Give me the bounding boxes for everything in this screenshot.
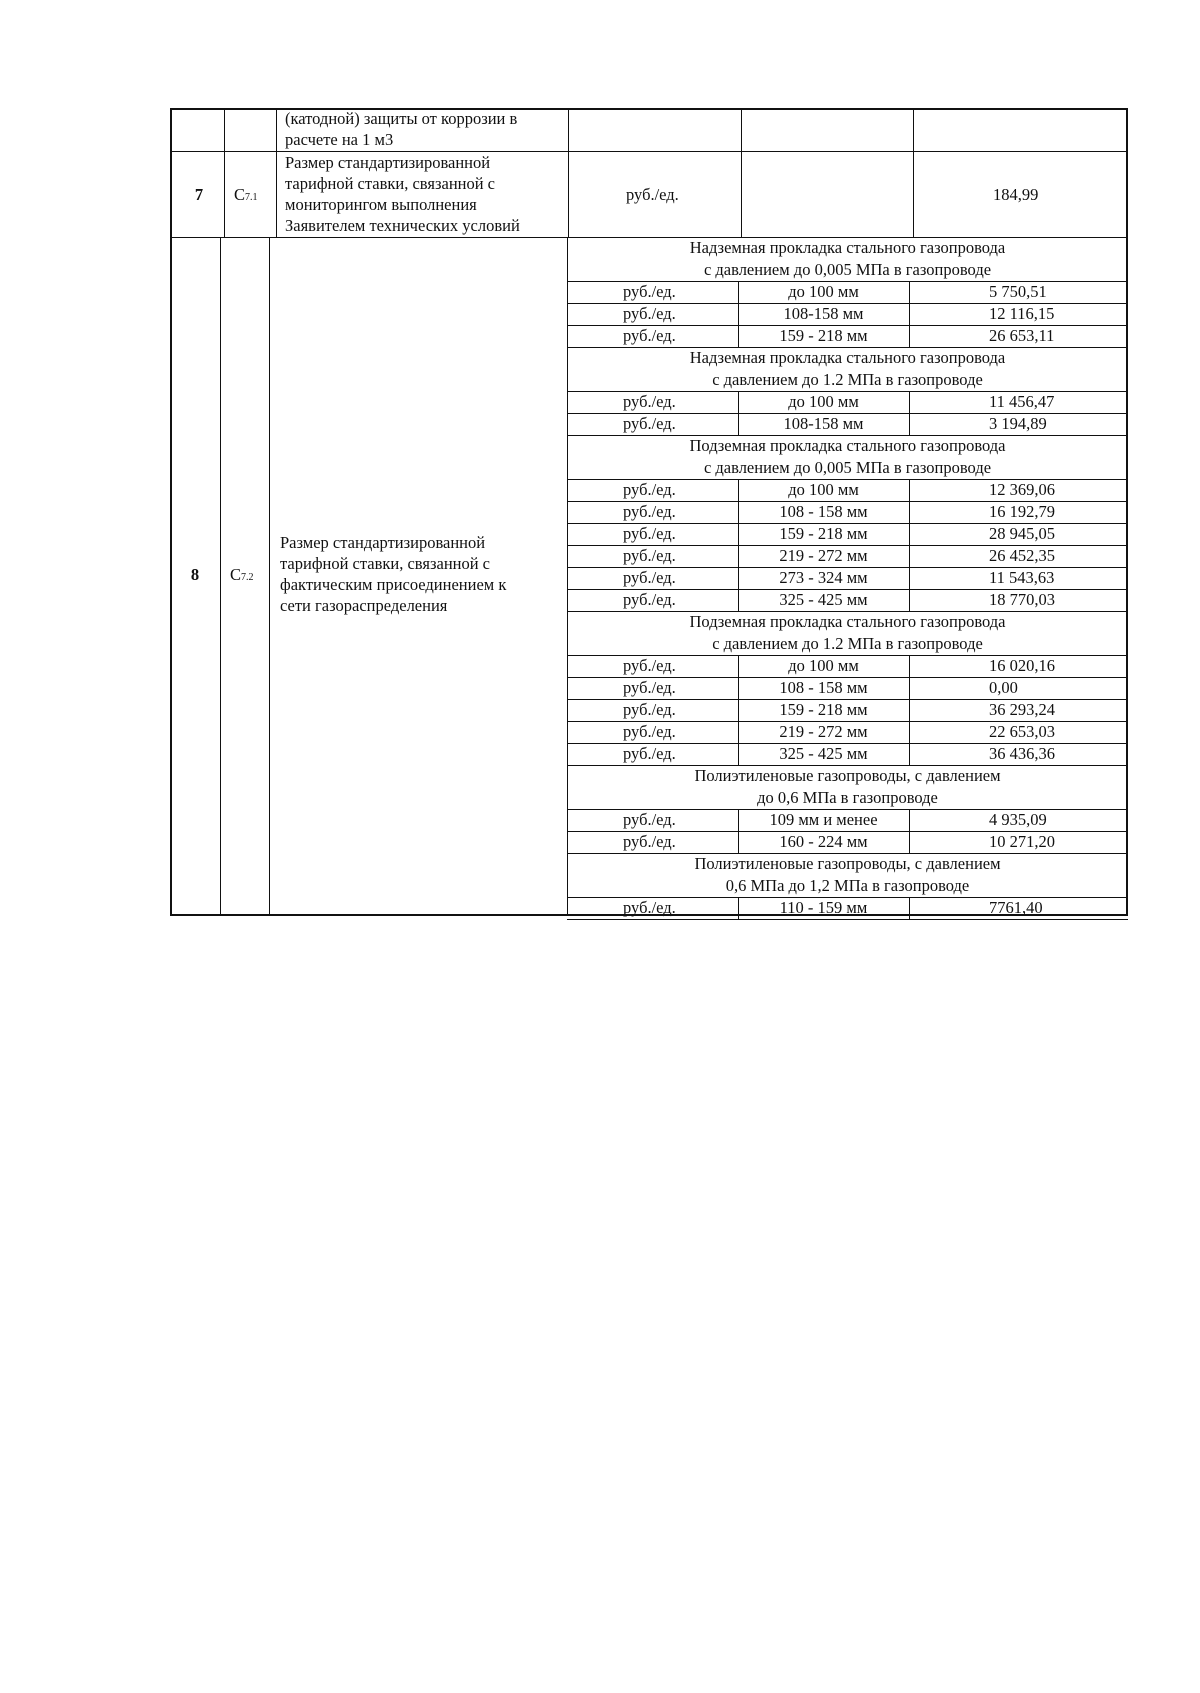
subtable-col-divider [909, 303, 910, 325]
subtable-row-divider [567, 919, 1128, 920]
subtable-unit: руб./ед. [623, 678, 676, 697]
group-header-line: Надземная прокладка стального газопровода [689, 238, 1006, 257]
subtable-value: 36 293,24 [989, 700, 1055, 719]
subtable-col-divider [738, 501, 739, 523]
row7-unit: руб./ед. [626, 185, 679, 204]
subtable-value: 36 436,36 [989, 744, 1055, 763]
subtable-col-divider [909, 325, 910, 347]
group-header-line: 0,6 МПа до 1,2 МПа в газопроводе [725, 876, 970, 895]
subtable-value: 11 456,47 [989, 392, 1055, 411]
row7-number: 7 [194, 185, 204, 204]
subtable-value: 5 750,51 [989, 282, 1047, 301]
subtable-value: 7761,40 [989, 898, 1043, 917]
row7-code [234, 184, 258, 208]
subtable-col-divider [738, 743, 739, 765]
row7-description-line-4: Заявителем технических условий [285, 216, 520, 235]
subtable-col-divider [909, 589, 910, 611]
subtable-col-divider [738, 589, 739, 611]
subtable-unit: руб./ед. [623, 304, 676, 323]
subtable-col-divider [738, 721, 739, 743]
subtable-col-divider [909, 281, 910, 303]
subtable-col-divider [909, 831, 910, 853]
subtable-value: 12 369,06 [989, 480, 1055, 499]
subtable-unit: руб./ед. [623, 326, 676, 345]
row7-code-sub: 7.1 [245, 192, 258, 203]
subtable-unit: руб./ед. [623, 898, 676, 917]
subtable-col-divider [909, 677, 910, 699]
subtable-unit: руб./ед. [623, 832, 676, 851]
subtable-size: до 100 мм [788, 392, 859, 411]
subtable-col-divider [909, 699, 910, 721]
subtable-value: 12 116,15 [989, 304, 1055, 323]
subtable-col-divider [738, 303, 739, 325]
row8-description-line-3: фактическим присоединением к [280, 575, 507, 594]
subtable-value: 10 271,20 [989, 832, 1055, 851]
col-divider-5-top [913, 108, 914, 238]
subtable-value: 16 020,16 [989, 656, 1055, 675]
subtable-size: 325 - 425 мм [779, 590, 868, 609]
subtable-value: 22 653,03 [989, 722, 1055, 741]
subtable-col-divider [738, 479, 739, 501]
subtable-col-divider [738, 809, 739, 831]
subtable-size: 108-158 мм [783, 304, 864, 323]
subtable-col-divider [909, 413, 910, 435]
col-divider-1-top [224, 108, 225, 238]
group-header-line: с давлением до 1.2 МПа в газопроводе [712, 370, 983, 389]
subtable-size: 160 - 224 мм [779, 832, 868, 851]
subtable-value: 4 935,09 [989, 810, 1047, 829]
row7-description-line-2: тарифной ставки, связанной с [285, 174, 496, 193]
row8-code-main: С [230, 565, 242, 584]
col-divider-4-top [741, 108, 742, 238]
subtable-unit: руб./ед. [623, 524, 676, 543]
subtable-unit: руб./ед. [623, 656, 676, 675]
subtable-unit: руб./ед. [623, 392, 676, 411]
subtable-size: до 100 мм [788, 656, 859, 675]
subtable-unit: руб./ед. [623, 480, 676, 499]
subtable-col-divider [909, 897, 910, 919]
subtable-col-divider [909, 743, 910, 765]
subtable-col-divider [738, 677, 739, 699]
subtable-size: 108-158 мм [783, 414, 864, 433]
subtable-value: 3 194,89 [989, 414, 1047, 433]
subtable-size: 108 - 158 мм [779, 678, 868, 697]
subtable-unit: руб./ед. [623, 700, 676, 719]
group-header-line: Полиэтиленовые газопроводы, с давлением [694, 854, 1001, 873]
group-header-line: Подземная прокладка стального газопровода [689, 612, 1006, 631]
subtable-size: 110 - 159 мм [779, 898, 868, 917]
group-header-line: Полиэтиленовые газопроводы, с давлением [694, 766, 1001, 785]
subtable-value: 26 653,11 [989, 326, 1055, 345]
subtable-size: до 100 мм [788, 480, 859, 499]
subtable-col-divider [909, 391, 910, 413]
row8-description-line-1: Размер стандартизированной [280, 533, 486, 552]
subtable-value: 11 543,63 [989, 568, 1055, 587]
col-divider-1-bottom [220, 237, 221, 916]
subtable-col-divider [909, 545, 910, 567]
subtable-unit: руб./ед. [623, 568, 676, 587]
col-divider-3-bottom [567, 237, 568, 916]
row6-description-line-2: расчете на 1 м3 [285, 130, 394, 149]
subtable-value: 26 452,35 [989, 546, 1055, 565]
subtable-size: 219 - 272 мм [779, 546, 868, 565]
subtable-unit: руб./ед. [623, 590, 676, 609]
subtable-col-divider [909, 809, 910, 831]
row8-description-line-2: тарифной ставки, связанной с [280, 554, 491, 573]
group-header-line: с давлением до 0,005 МПа в газопроводе [703, 260, 992, 279]
subtable-col-divider [738, 655, 739, 677]
subtable-value: 0,00 [989, 678, 1018, 697]
row6-description-line-1: (катодной) защиты от коррозии в [285, 109, 518, 128]
group-header-line: Подземная прокладка стального газопровода [689, 436, 1006, 455]
subtable-col-divider [909, 479, 910, 501]
subtable-size: 273 - 324 мм [779, 568, 868, 587]
subtable-size: 219 - 272 мм [779, 722, 868, 741]
col-divider-2-top [276, 108, 277, 238]
subtable-unit: руб./ед. [623, 502, 676, 521]
group-header-line: с давлением до 0,005 МПа в газопроводе [703, 458, 992, 477]
subtable-size: 159 - 218 мм [779, 524, 868, 543]
subtable-size: 159 - 218 мм [779, 700, 868, 719]
subtable-unit: руб./ед. [623, 282, 676, 301]
subtable-unit: руб./ед. [623, 810, 676, 829]
subtable-size: 109 мм и менее [769, 810, 878, 829]
subtable-col-divider [909, 567, 910, 589]
subtable-size: 325 - 425 мм [779, 744, 868, 763]
subtable-col-divider [909, 501, 910, 523]
col-divider-3-top [568, 108, 569, 238]
row8-number: 8 [190, 565, 200, 584]
subtable-unit: руб./ед. [623, 722, 676, 741]
subtable-unit: руб./ед. [623, 744, 676, 763]
row7-code-main: С [234, 185, 246, 204]
subtable-size: 108 - 158 мм [779, 502, 868, 521]
subtable-col-divider [738, 281, 739, 303]
subtable-col-divider [909, 721, 910, 743]
subtable-col-divider [738, 413, 739, 435]
row8-description-line-4: сети газораспределения [280, 596, 448, 615]
subtable-col-divider [738, 391, 739, 413]
group-header-line: до 0,6 МПа в газопроводе [757, 788, 938, 807]
group-header-line: с давлением до 1.2 МПа в газопроводе [712, 634, 983, 653]
subtable-col-divider [738, 699, 739, 721]
subtable-value: 16 192,79 [989, 502, 1055, 521]
subtable-col-divider [738, 831, 739, 853]
subtable-size: до 100 мм [788, 282, 859, 301]
subtable-col-divider [738, 545, 739, 567]
subtable-size: 159 - 218 мм [779, 326, 868, 345]
col-divider-2-bottom [269, 237, 270, 916]
group-header-line: Надземная прокладка стального газопровода [689, 348, 1006, 367]
subtable-value: 18 770,03 [989, 590, 1055, 609]
row7-value: 184,99 [993, 185, 1039, 204]
subtable-unit: руб./ед. [623, 546, 676, 565]
subtable-col-divider [909, 655, 910, 677]
row8-code [230, 564, 254, 588]
subtable-value: 28 945,05 [989, 524, 1055, 543]
subtable-col-divider [738, 567, 739, 589]
subtable-unit: руб./ед. [623, 414, 676, 433]
subtable-col-divider [738, 325, 739, 347]
row7-description-line-1: Размер стандартизированной [285, 153, 491, 172]
subtable-col-divider [738, 523, 739, 545]
row8-code-sub: 7.2 [241, 572, 254, 583]
subtable-col-divider [909, 523, 910, 545]
row7-description-line-3: мониторингом выполнения [285, 195, 477, 214]
subtable-col-divider [738, 897, 739, 919]
